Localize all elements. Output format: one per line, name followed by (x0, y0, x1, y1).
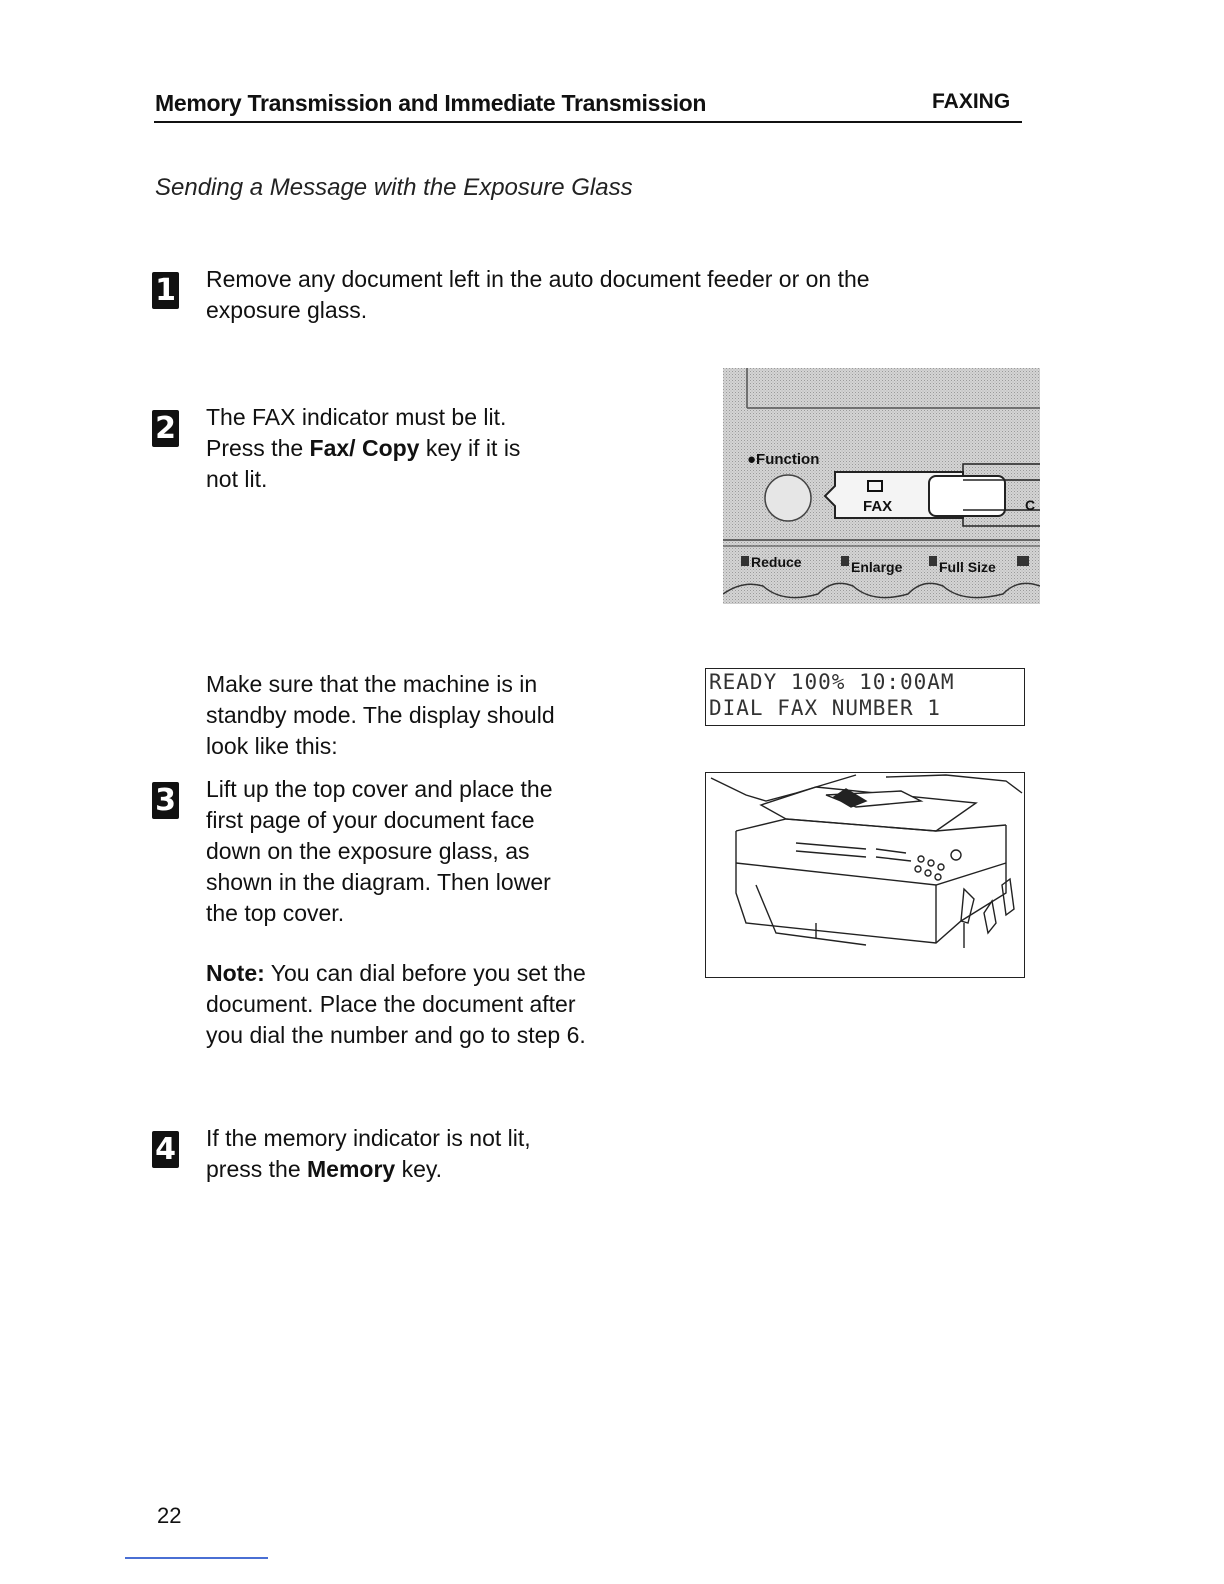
step-1-number: 1 (152, 272, 179, 309)
fax-label: FAX (863, 498, 893, 515)
page-number: 22 (157, 1503, 182, 1528)
c-label: C (1025, 497, 1036, 513)
step-4-text: If the memory indicator is not lit, press the Memory key. (206, 1125, 531, 1182)
step-1-text: Remove any document left in the auto document feeder or on the exposure glass. (206, 266, 870, 323)
enlarge-label: Enlarge (851, 559, 903, 575)
header-rule (154, 121, 1022, 123)
lcd-line-1: READY 100% 10:00AM (709, 670, 955, 694)
step-2-line-3: not lit. (206, 466, 268, 492)
header-section: FAXING (932, 90, 1011, 113)
function-label: ●Function (747, 451, 820, 468)
memory-key-label: Memory (307, 1156, 396, 1182)
fullsize-label: Full Size (939, 559, 996, 575)
step-2-line-2: Press the Fax/ Copy key if it is (206, 435, 521, 461)
step-3-text: Lift up the top cover and place the first page of your document face down on the exposure glass, as shown in the diagram. Then lower the top cover. (206, 776, 553, 926)
step-4-number: 4 (152, 1131, 179, 1168)
footer-link-line (125, 1557, 268, 1559)
reduce-label: Reduce (751, 554, 802, 570)
note-label: Note: (206, 960, 265, 986)
standby-text: Make sure that the machine is in standby mode. The display should look like this: (206, 671, 555, 759)
note-body: You can dial before you set the document. Place the document after you dial the number and go to step 6. (206, 960, 586, 1048)
fax-copy-key-label: Fax/ Copy (309, 435, 420, 461)
lcd-display (705, 668, 1025, 726)
header-title: Memory Transmission and Immediate Transmission (155, 90, 707, 116)
control-panel-illustration (723, 368, 1040, 604)
step-3-number: 3 (152, 782, 179, 819)
step-2-text (206, 402, 626, 495)
section-subtitle: Sending a Message with the Exposure Glass (155, 174, 633, 201)
step-2-line-1: The FAX indicator must be lit. (206, 404, 507, 430)
lcd-line-2: DIAL FAX NUMBER 1 (709, 696, 941, 720)
fax-machine-illustration (705, 772, 1025, 978)
step-2-number: 2 (152, 410, 179, 447)
note-text (206, 958, 596, 1051)
